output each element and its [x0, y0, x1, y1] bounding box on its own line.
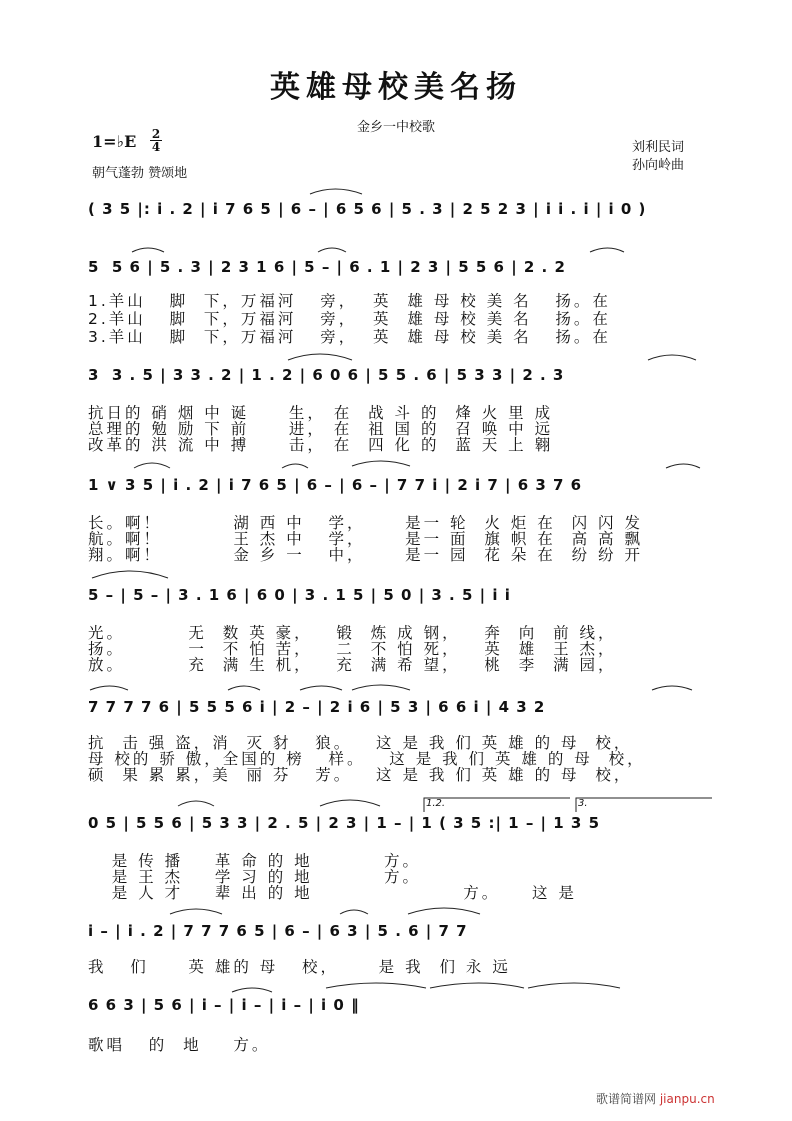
slur — [232, 988, 272, 992]
song-subtitle: 金乡一中校歌 — [356, 120, 435, 135]
lyric-row-2-verse-2: 总理的 勉 励 下 前 进， 在 祖 国 的 召 唤 中 远 — [88, 420, 554, 438]
slur — [288, 354, 352, 360]
slur — [282, 464, 308, 468]
lyric-row-2-verse-3: 改革的 洪 流 中 搏 击， 在 四 化 的 蓝 天 上 翱 — [88, 436, 554, 454]
score-row-3: 1 ∨ 3 5 | i . 2 | i 7 6 5 | 6 – | 6 – | 7 7 i | 2 i 7 | 6 3 7 6 — [88, 476, 583, 494]
slur — [430, 983, 524, 988]
score-row-6: 0 5 | 5 5 6 | 5 3 3 | 2 . 5 | 2 3 | 1 – | 1 ( 3 5 :| 1 – | 1 3 5 — [88, 814, 601, 832]
score-row-4: 5 – | 5 – | 3 . 1 6 | 6 0 | 3 . 1 5 | 5 0 | 3 . 5 | i i — [88, 586, 511, 604]
slur — [590, 248, 624, 252]
slur — [352, 685, 410, 690]
slur — [652, 686, 692, 690]
slur — [340, 910, 368, 914]
lyric-row-5-verse-2: 母 校的 骄 傲，全国的 榜 样。 这 是 我 们 英 雄 的 母 校， — [88, 750, 646, 768]
watermark — [596, 1090, 715, 1107]
volta-3: 3. — [578, 798, 588, 809]
lyric-row-3-verse-2: 航。啊！ 王 杰 中 学， 是一 面 旗 帜 在 高 高 飘 — [88, 530, 643, 548]
lyric-row-4-verse-3: 放。 充 满 生 机， 充 满 希 望， 桃 李 满 园， — [88, 656, 617, 674]
slur — [228, 686, 260, 690]
lyric-row-8: 歌唱 的 地 方。 — [88, 1036, 271, 1054]
slur — [320, 800, 380, 806]
lyric-row-5-verse-1: 抗 击 强 盗，消 灭 豺 狼。 这 是 我 们 英 雄 的 母 校， — [88, 734, 633, 752]
volta-line-1 — [424, 798, 570, 812]
slur — [134, 463, 170, 468]
lyric-row-1-verse-3: 3.羊山 脚 下，万福河 旁， 英 雄 母 校 美 名 扬。在 — [88, 328, 611, 346]
song-title: 英雄母校美名扬 — [270, 70, 522, 105]
volta-1-2: 1.2. — [426, 798, 446, 809]
slur — [132, 248, 164, 252]
score-row-1: 5 5 6 | 5 . 3 | 2 3 1 6 | 5 – | 6 . 1 | 2 3 | 5 5 6 | 2 . 2 — [88, 258, 566, 276]
lyric-row-7: 我 们 英 雄的 母 校， 是 我 们 永 远 — [88, 958, 511, 976]
slur — [666, 464, 700, 468]
lyric-row-1-verse-2: 2.羊山 脚 下，万福河 旁， 英 雄 母 校 美 名 扬。在 — [88, 310, 611, 328]
slur — [318, 248, 346, 252]
score-row-8: 6 6 3 | 5 6 | i – | i – | i – | i 0 ‖ — [88, 996, 360, 1014]
key-signature: 1=♭E — [92, 132, 137, 151]
lyric-row-2-verse-1: 抗日的 硝 烟 中 诞 生， 在 战 斗 的 烽 火 里 成 — [88, 404, 554, 422]
slur — [326, 983, 426, 988]
watermark-site: 歌谱简谱网 — [596, 1092, 657, 1106]
lyric-row-4-verse-1: 光。 无 数 英 豪， 锻 炼 成 钢， 奔 向 前 线， — [88, 624, 617, 642]
slur — [408, 908, 480, 914]
meter-bottom: 4 — [151, 140, 161, 154]
volta-line-3 — [576, 798, 712, 812]
slur — [178, 801, 214, 806]
slur — [170, 909, 222, 914]
score-row-0: ( 3 5 |: i . 2 | i 7 6 5 | 6 – | 6 5 6 | 5 . 3 | 2 5 2 3 | i i . i | i 0 ) — [88, 200, 647, 218]
lyric-row-4-verse-2: 扬。 一 不 怕 苦， 二 不 怕 死， 英 雄 王 杰， — [88, 640, 617, 658]
slur — [648, 355, 696, 360]
slur — [528, 983, 620, 988]
slur — [92, 571, 168, 578]
slur — [352, 461, 410, 466]
lyric-row-6-verse-2: 是 王 杰 学 习 的 地 方。 — [88, 868, 421, 886]
score-row-5: 7 7 7 7 6 | 5 5 5 6 i | 2 – | 2 i 6 | 5 3 | 6 6 i | 4 3 2 — [88, 698, 546, 716]
lyric-row-6-verse-3: 是 人 才 辈 出 的 地 方。 这 是 — [88, 884, 577, 902]
lyric-row-6-verse-1: 是 传 播 革 命 的 地 方。 — [88, 852, 421, 870]
slur — [90, 686, 128, 690]
lyricist-credit: 刘利民词 — [632, 140, 685, 155]
meter-top: 2 — [151, 127, 161, 141]
watermark-url: jianpu.cn — [659, 1092, 715, 1106]
lyric-row-5-verse-3: 硕 果 累 累，美 丽 芬 芳。 这 是 我 们 英 雄 的 母 校， — [88, 766, 633, 784]
tempo-marking: 朝气蓬勃 赞颂地 — [92, 166, 188, 181]
composer-credit: 孙向岭曲 — [632, 158, 685, 173]
lyric-row-3-verse-1: 长。啊！ 湖 西 中 学， 是一 轮 火 炬 在 闪 闪 发 — [88, 514, 643, 532]
slur — [300, 686, 342, 690]
lyric-row-3-verse-3: 翔。啊！ 金 乡 一 中， 是一 园 花 朵 在 纷 纷 开 — [88, 546, 643, 564]
slur — [310, 189, 362, 194]
score-row-2: 3 3 . 5 | 3 3 . 2 | 1 . 2 | 6 0 6 | 5 5 . 6 | 5 3 3 | 2 . 3 — [88, 366, 565, 384]
lyric-row-1-verse-1: 1.羊山 脚 下，万福河 旁， 英 雄 母 校 美 名 扬。在 — [88, 292, 611, 310]
score-row-7: i – | i . 2 | 7 7 7 6 5 | 6 – | 6 3 | 5 . 6 | 7 7 — [88, 922, 468, 940]
